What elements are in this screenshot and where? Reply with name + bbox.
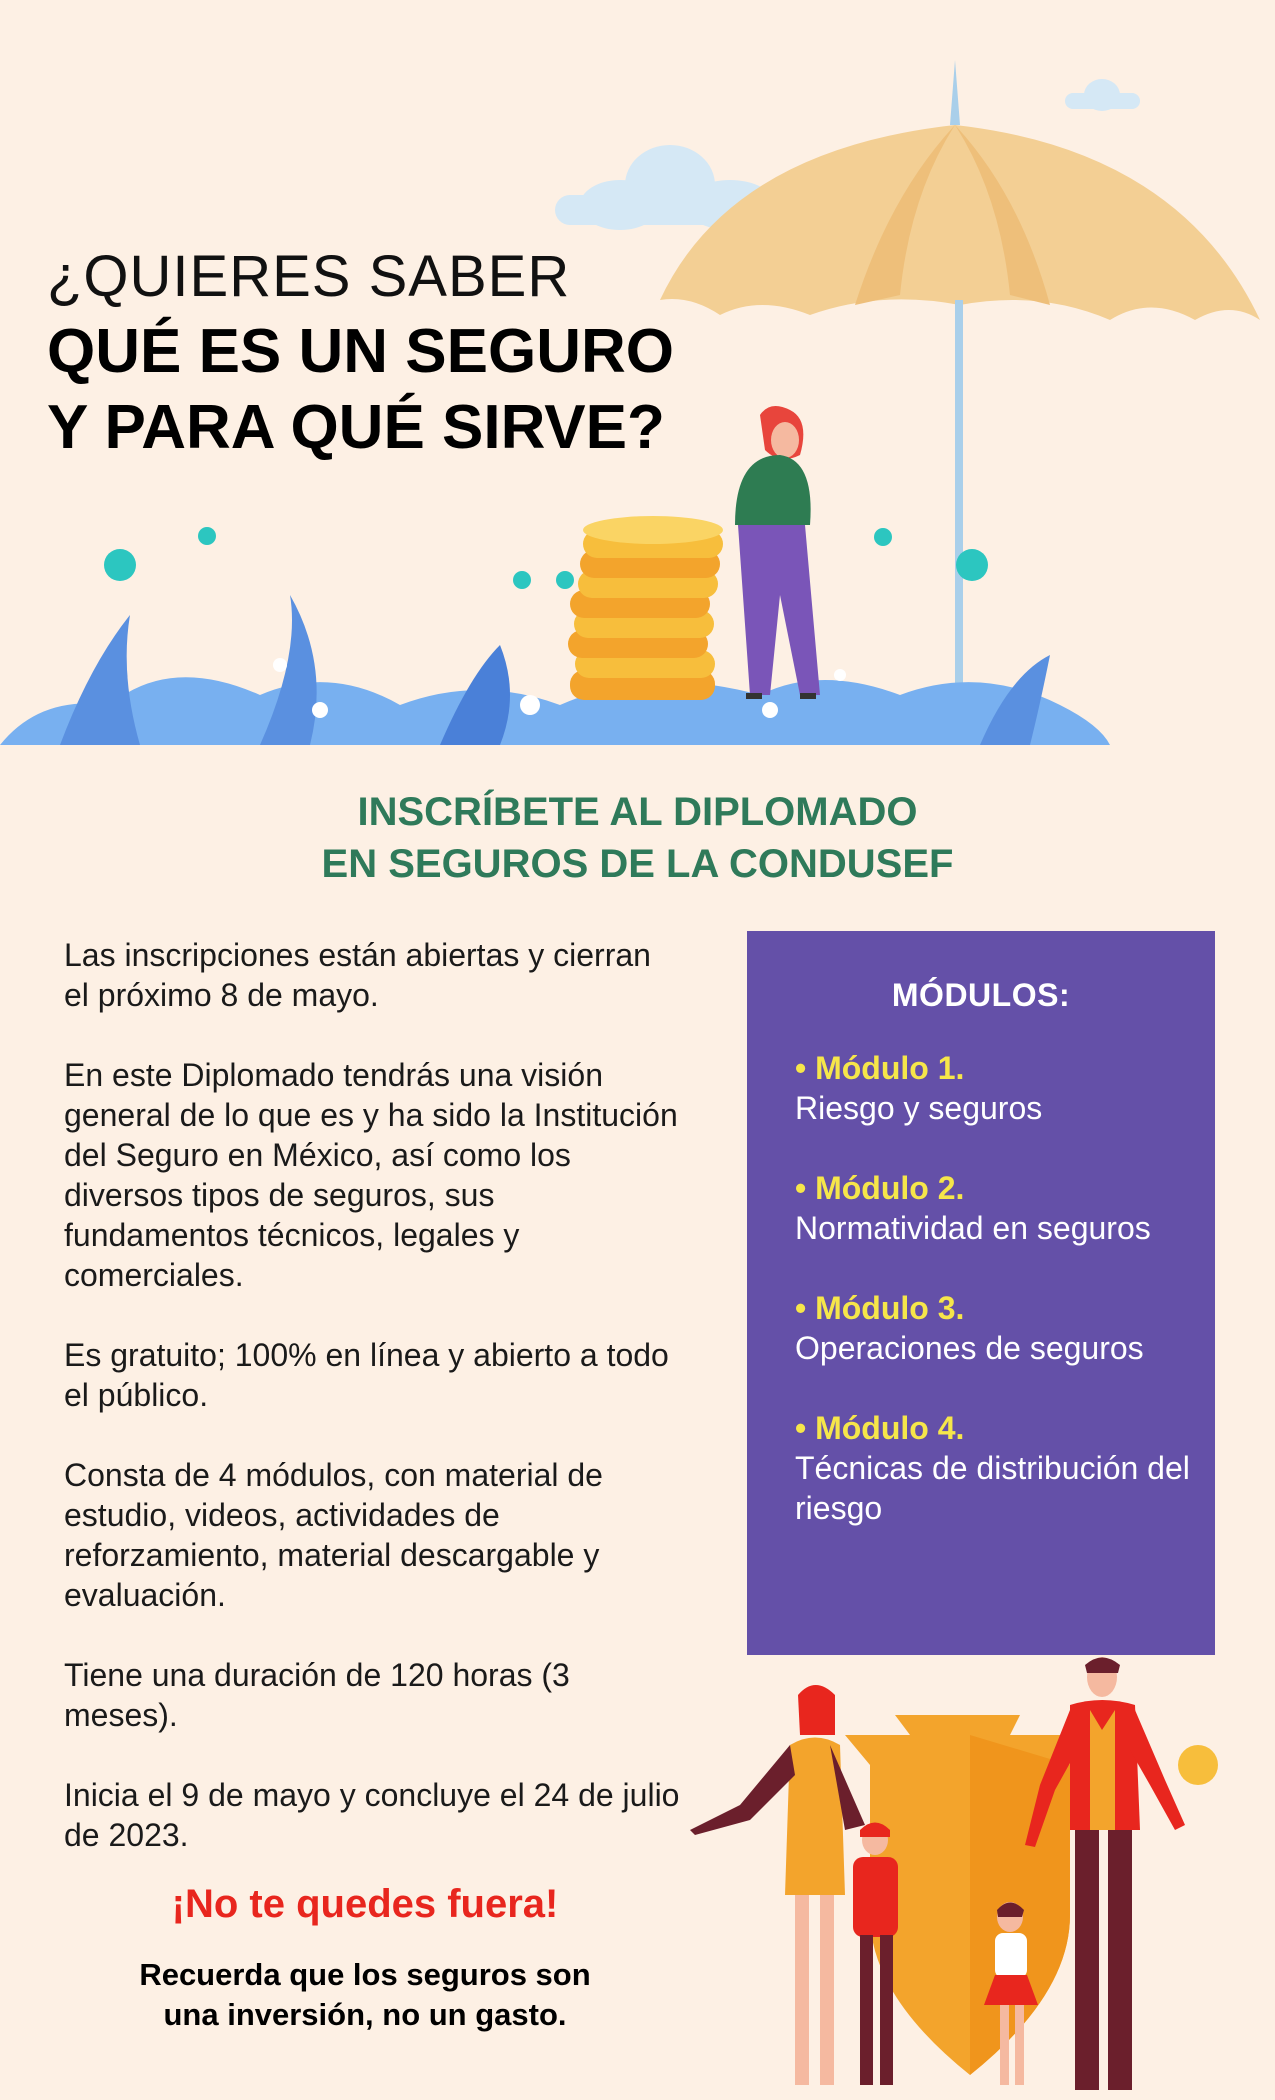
module-description: Normatividad en seguros xyxy=(795,1210,1151,1246)
subtitle-line-1: INSCRÍBETE AL DIPLOMADO xyxy=(357,790,918,834)
body-paragraph: Consta de 4 módulos, con material de estudio, videos, actividades de reforzamiento, material descargable y evaluación. xyxy=(64,1457,603,1613)
module-heading: • Módulo 2. xyxy=(795,1170,965,1206)
body-paragraph: Es gratuito; 100% en línea y abierto a todo el público. xyxy=(64,1337,669,1413)
coin-stack-icon xyxy=(568,516,723,700)
body-paragraph: Inicia el 9 de mayo y concluye el 24 de julio de 2023. xyxy=(64,1777,680,1853)
boy-figure xyxy=(853,1823,898,2086)
body-paragraph: Las inscripciones están abiertas y cierran el próximo 8 de mayo. xyxy=(64,937,651,1013)
foliage-decoration xyxy=(0,527,1110,745)
body-paragraph: En este Diplomado tendrás una visión general de lo que es y ha sido la Institución del Seguro en México, así como los diversos tipos de seguros, sus fundamentos técnicos, legales y comerciales. xyxy=(64,1057,678,1293)
headline xyxy=(47,240,747,466)
reminder-line-1: Recuerda que los seguros son xyxy=(139,1957,591,1992)
subtitle-line-2: EN SEGUROS DE LA CONDUSEF xyxy=(321,842,954,886)
modules-panel xyxy=(747,931,1215,1655)
module-item xyxy=(795,1288,1195,1368)
module-heading: • Módulo 3. xyxy=(795,1290,965,1326)
headline-line-2: QUÉ ES UN SEGURO xyxy=(47,317,674,386)
module-item xyxy=(795,1048,1195,1128)
headline-line-3: Y PARA QUÉ SIRVE? xyxy=(47,393,665,462)
sun-icon xyxy=(1178,1745,1218,1785)
module-description: Operaciones de seguros xyxy=(795,1330,1144,1366)
module-heading: • Módulo 4. xyxy=(795,1410,965,1446)
body-text xyxy=(64,935,684,1895)
modules-title: MÓDULOS: xyxy=(891,977,1071,1013)
module-heading: • Módulo 1. xyxy=(795,1050,965,1086)
subtitle xyxy=(0,786,1275,890)
modules-list xyxy=(795,1048,1195,1528)
family-illustration xyxy=(670,1655,1275,2100)
body-paragraph: Tiene una duración de 120 horas (3 meses). xyxy=(64,1657,570,1733)
headline-line-1: ¿QUIERES SABER xyxy=(47,244,571,309)
reminder-text xyxy=(40,1955,690,2035)
module-item xyxy=(795,1168,1195,1248)
cloud-small-icon xyxy=(1065,79,1140,111)
mother-figure xyxy=(690,1685,865,2085)
call-to-action: ¡No te quedes fuera! xyxy=(171,1882,559,1926)
reminder-line-2: una inversión, no un gasto. xyxy=(163,1997,567,2032)
module-description: Técnicas de distribución del riesgo xyxy=(795,1450,1190,1526)
woman-figure xyxy=(735,406,820,699)
module-description: Riesgo y seguros xyxy=(795,1090,1043,1126)
module-item xyxy=(795,1408,1195,1528)
